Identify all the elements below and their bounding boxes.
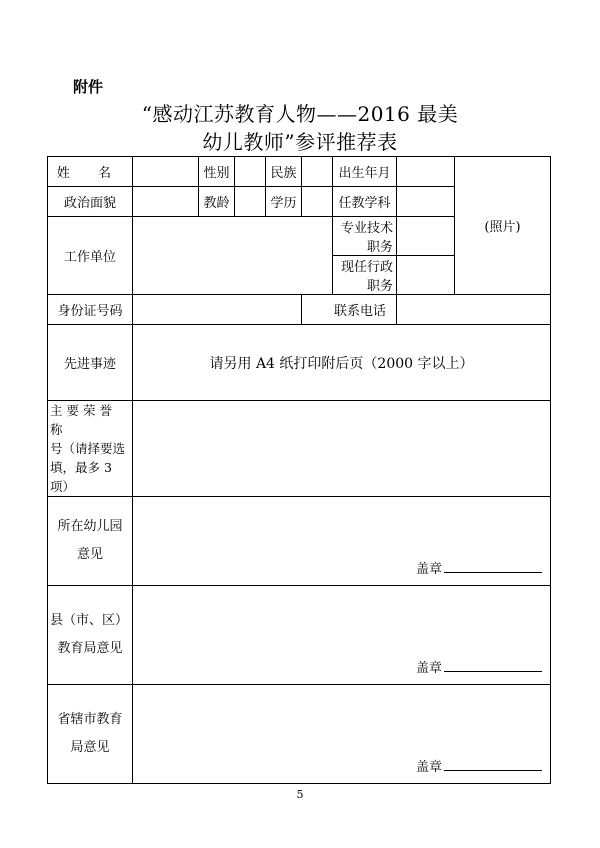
subject-label: 任教学科 (333, 187, 397, 217)
seal-signature-3: 盖章 (416, 756, 542, 775)
education-label: 学历 (266, 187, 302, 217)
phone-label: 联系电话 (302, 295, 397, 325)
work-unit-label: 工作单位 (48, 217, 133, 295)
gender-field[interactable] (235, 157, 266, 187)
seal-signature-1: 盖章 (416, 558, 542, 577)
county-opinion-label: 县（市、区） 教育局意见 (48, 586, 133, 685)
honors-field[interactable] (133, 401, 551, 497)
work-unit-field[interactable] (133, 217, 333, 295)
county-opinion-field[interactable] (133, 586, 551, 685)
education-field[interactable] (302, 187, 333, 217)
deeds-note: 请另用 A4 纸打印附后页（2000 字以上） (209, 355, 474, 372)
political-status-field[interactable] (133, 187, 199, 217)
photo-label: (照片) (484, 220, 521, 235)
id-number-label: 身份证号码 (48, 295, 133, 325)
political-status-label: 政治面貌 (48, 187, 133, 217)
name-field[interactable] (133, 157, 199, 187)
professional-title-field[interactable] (397, 217, 455, 256)
ethnicity-field[interactable] (302, 157, 333, 187)
city-opinion-field[interactable] (133, 685, 551, 784)
deeds-label: 先进事迹 (48, 325, 133, 401)
professional-title-label: 专业技术职务 (333, 217, 397, 256)
honors-label: 主要荣誉称 号（请择要选 填，最多 3 项） (48, 401, 133, 497)
subject-field[interactable] (397, 187, 455, 217)
form-title-line-1: “感动江苏教育人物——2016 最美 (141, 102, 459, 126)
phone-field[interactable] (397, 295, 551, 325)
photo-box[interactable] (455, 157, 551, 295)
kindergarten-opinion-field[interactable] (133, 497, 551, 586)
admin-post-field[interactable] (397, 256, 455, 295)
name-label: 姓 名 (48, 157, 133, 187)
teaching-years-field[interactable] (235, 187, 266, 217)
admin-post-label: 现任行政职务 (333, 256, 397, 295)
id-number-field[interactable] (133, 295, 302, 325)
gender-label: 性别 (199, 157, 235, 187)
seal-signature-2: 盖章 (416, 657, 542, 676)
page-number: 5 (296, 788, 304, 801)
birth-field[interactable] (397, 157, 455, 187)
deeds-field[interactable] (133, 325, 551, 401)
attachment-label: 附件 (73, 78, 104, 96)
form-title-line-2: 幼儿教师”参评推荐表 (202, 130, 398, 154)
birth-label: 出生年月 (333, 157, 397, 187)
ethnicity-label: 民族 (266, 157, 302, 187)
kindergarten-opinion-label: 所在幼儿园 意见 (48, 497, 133, 586)
teaching-years-label: 教龄 (199, 187, 235, 217)
recommendation-form (47, 156, 551, 784)
city-opinion-label: 省辖市教育 局意见 (48, 685, 133, 784)
